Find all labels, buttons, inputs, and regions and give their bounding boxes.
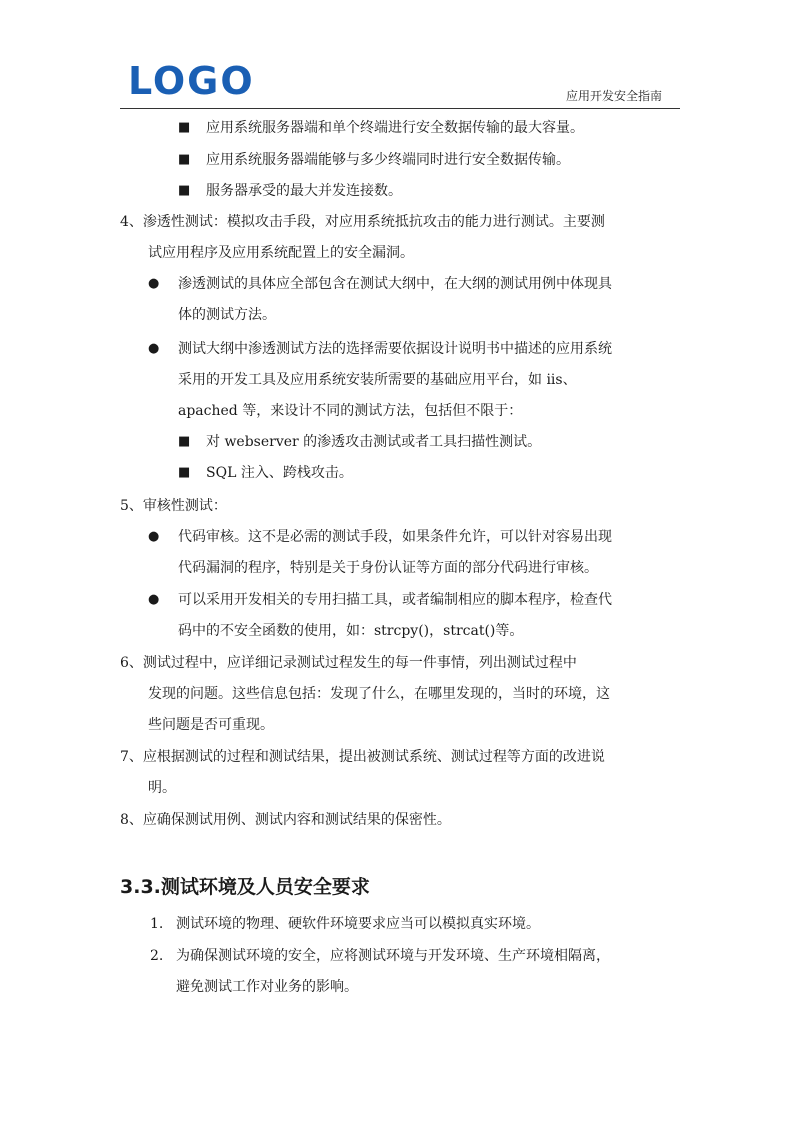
square-bullet-icon: ■ (178, 434, 191, 449)
sub-item-4: 对 webserver 的渗透攻击测试或者工具扫描性测试。 (206, 434, 542, 450)
number-1: 1. (150, 916, 164, 932)
item-7-line-2: 明。 (148, 780, 176, 796)
square-bullet-icon: ■ (178, 152, 191, 167)
square-bullet-icon: ■ (178, 183, 191, 198)
square-bullet-icon: ■ (178, 465, 191, 480)
round-bullet-icon: ● (148, 276, 160, 291)
bullet-2-line-3: apached 等，来设计不同的测试方法，包括但不限于： (178, 403, 523, 419)
number-2: 2. (150, 948, 164, 964)
bullet-4-line-1: 可以采用开发相关的专用扫描工具，或者编制相应的脚本程序，检查代 (178, 592, 612, 608)
bullet-2-line-1: 测试大纲中渗透测试方法的选择需要依据设计说明书中描述的应用系统 (178, 341, 612, 357)
item-5: 5、审核性测试： (120, 498, 227, 514)
sub-item-5: SQL 注入、跨栈攻击。 (206, 465, 353, 481)
bullet-2-line-2: 采用的开发工具及应用系统安装所需要的基础应用平台，如 iis、 (178, 372, 577, 388)
bullet-3-line-1: 代码审核。这不是必需的测试手段，如果条件允许，可以针对容易出现 (178, 529, 612, 545)
sub-item-1: 应用系统服务器端和单个终端进行安全数据传输的最大容量。 (206, 120, 584, 136)
item-6-line-1: 6、测试过程中，应详细记录测试过程发生的每一件事情，列出测试过程中 (120, 655, 577, 671)
item-4-line-1: 4、渗透性测试：模拟攻击手段，对应用系统抵抗攻击的能力进行测试。主要测 (120, 214, 605, 230)
logo: LOGO (128, 59, 255, 103)
sub-item-2: 应用系统服务器端能够与多少终端同时进行安全数据传输。 (206, 152, 570, 168)
item-8: 8、应确保测试用例、测试内容和测试结果的保密性。 (120, 812, 451, 828)
header-title: 应用开发安全指南 (566, 89, 663, 103)
bullet-3-line-2: 代码漏洞的程序，特别是关于身份认证等方面的部分代码进行审核。 (178, 560, 598, 576)
round-bullet-icon: ● (148, 529, 160, 544)
bullet-1-line-2: 体的测试方法。 (178, 307, 276, 323)
sub-item-3: 服务器承受的最大并发连接数。 (206, 183, 402, 199)
round-bullet-icon: ● (148, 341, 160, 356)
numbered-1-line-1: 测试环境的物理、硬软件环境要求应当可以模拟真实环境。 (176, 916, 540, 932)
header-rule (120, 108, 680, 109)
item-4-line-2: 试应用程序及应用系统配置上的安全漏洞。 (148, 245, 414, 261)
square-bullet-icon: ■ (178, 120, 191, 135)
bullet-4-line-2: 码中的不安全函数的使用，如：strcpy()，strcat()等。 (178, 623, 524, 639)
item-7-line-1: 7、应根据测试的过程和测试结果，提出被测试系统、测试过程等方面的改进说 (120, 749, 605, 765)
numbered-2-line-1: 为确保测试环境的安全，应将测试环境与开发环境、生产环境相隔离， (176, 948, 610, 964)
bullet-1-line-1: 渗透测试的具体应全部包含在测试大纲中，在大纲的测试用例中体现具 (178, 276, 612, 292)
section-heading: 3.3.测试环境及人员安全要求 (120, 876, 370, 898)
item-6-line-2: 发现的问题。这些信息包括：发现了什么，在哪里发现的，当时的环境，这 (148, 686, 610, 702)
numbered-2-line-2: 避免测试工作对业务的影响。 (176, 979, 358, 995)
item-6-line-3: 些问题是否可重现。 (148, 717, 274, 733)
round-bullet-icon: ● (148, 592, 160, 607)
